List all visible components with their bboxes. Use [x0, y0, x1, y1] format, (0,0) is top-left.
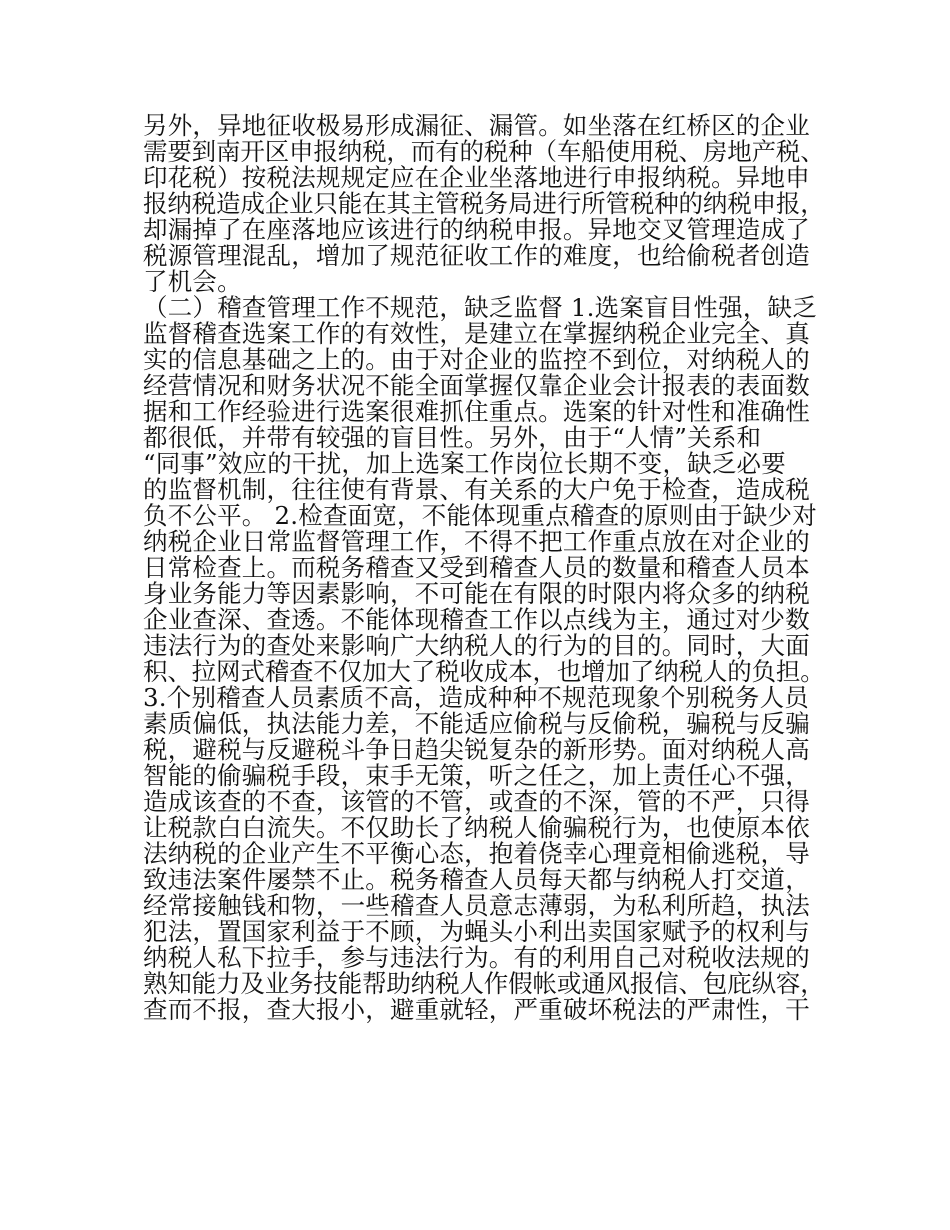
text-line: 企业查深、查透。不能体现稽查工作以点线为主，通过对少数	[143, 605, 810, 634]
text-line: 查而不报，查大报小，避重就轻，严重破坏税法的严肃性，干	[143, 995, 810, 1024]
text-line: 却漏掉了在座落地应该进行的纳税申报。异地交叉管理造成了	[143, 215, 810, 244]
text-line: 违法行为的查处来影响广大纳税人的行为的目的。同时，大面	[143, 631, 810, 660]
text-line: 实的信息基础之上的。由于对企业的监控不到位，对纳税人的	[143, 345, 810, 374]
text-line: 税源管理混乱，增加了规范征收工作的难度，也给偷税者创造	[143, 241, 810, 270]
body-text	[143, 113, 823, 1023]
text-line: 纳税人私下拉手，参与违法行为。有的利用自己对税收法规的	[143, 943, 810, 972]
text-line: 报纳税造成企业只能在其主管税务局进行所管税种的纳税申报，	[143, 189, 825, 218]
text-line: 法纳税的企业产生不平衡心态，抱着侥幸心理竟相偷逃税，导	[143, 839, 810, 868]
text-line: 身业务能力等因素影响，不可能在有限的时限内将众多的纳税	[143, 579, 810, 608]
text-line: 印花税）按税法规规定应在企业坐落地进行申报纳税。异地申	[143, 163, 810, 192]
text-line: 致违法案件屡禁不止。税务稽查人员每天都与纳税人打交道，	[143, 865, 810, 894]
text-line: 都很低，并带有较强的盲目性。另外，由于“人情”关系和	[143, 423, 762, 452]
text-line: 税，避税与反避税斗争日趋尖锐复杂的新形势。面对纳税人高	[143, 735, 810, 764]
text-line: 智能的偷骗税手段，束手无策，听之任之，加上责任心不强，	[143, 761, 810, 790]
text-line: 据和工作经验进行选案很难抓住重点。选案的针对性和准确性	[143, 397, 810, 426]
text-line: 另外，异地征收极易形成漏征、漏管。如坐落在红桥区的企业	[143, 111, 810, 140]
text-line: 监督稽查选案工作的有效性，是建立在掌握纳税企业完全、真	[143, 319, 810, 348]
text-line: 让税款白白流失。不仅助长了纳税人偷骗税行为，也使原本依	[143, 813, 810, 842]
text-line: 积、拉网式稽查不仅加大了税收成本，也增加了纳税人的负担。	[143, 657, 825, 686]
text-line: 的监督机制，往往使有背景、有关系的大户免于检查，造成税	[143, 475, 810, 504]
text-line: 经常接触钱和物，一些稽查人员意志薄弱，为私利所趋，执法	[143, 891, 810, 920]
text-line: 犯法，置国家利益于不顾，为蝇头小利出卖国家赋予的权利与	[143, 917, 810, 946]
text-line: 造成该查的不查，该管的不管，或查的不深，管的不严，只得	[143, 787, 810, 816]
text-line: 需要到南开区申报纳税，而有的税种（车船使用税、房地产税、	[143, 137, 825, 166]
text-line: 负不公平。 2.检查面宽，不能体现重点稽查的原则由于缺少对	[143, 501, 817, 530]
text-line: 纳税企业日常监督管理工作，不得不把工作重点放在对企业的	[143, 527, 810, 556]
text-line: 了机会。	[143, 267, 242, 296]
text-line: 熟知能力及业务技能帮助纳税人作假帐或通风报信、包庇纵容，	[143, 969, 825, 998]
text-line: 3.个别稽查人员素质不高，造成种种不规范现象个别税务人员	[143, 683, 809, 712]
text-line: 素质偏低，执法能力差，不能适应偷税与反偷税，骗税与反骗	[143, 709, 810, 738]
text-line: 经营情况和财务状况不能全面掌握仅靠企业会计报表的表面数	[143, 371, 810, 400]
text-line: “同事”效应的干扰，加上选案工作岗位长期不变，缺乏必要	[143, 449, 786, 478]
text-line: （二）稽查管理工作不规范，缺乏监督 1.选案盲目性强，缺乏	[143, 293, 817, 322]
text-line: 日常检查上。而税务稽查又受到稽查人员的数量和稽查人员本	[143, 553, 810, 582]
